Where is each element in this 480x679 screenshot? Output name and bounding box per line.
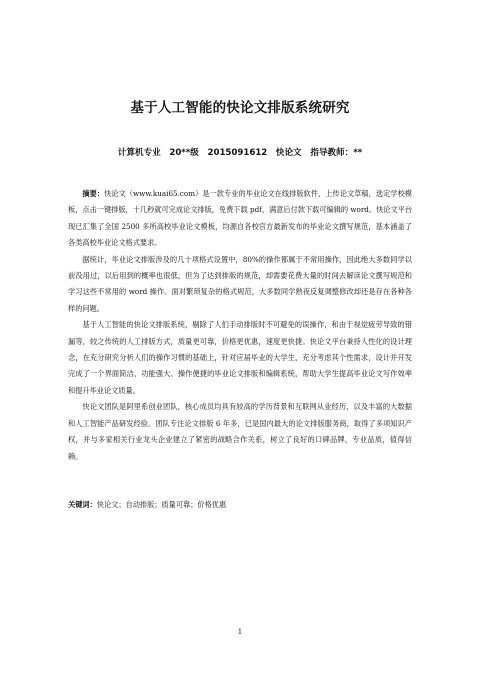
abstract-paragraph	[68, 186, 412, 252]
author-info-line: 计算机专业 20**级 2015091612 快论文 指导教师：**	[117, 148, 363, 158]
paper-body	[68, 186, 412, 465]
page-number: 1	[237, 628, 243, 636]
keywords-text: 快论文；自动排版；质量可靠；价格优惠	[96, 500, 227, 509]
paper-title: 基于人工智能的快论文排版系统研究	[130, 100, 350, 116]
body-paragraph-system: 基于人工智能的快论文排版系统，剔除了人们手动排版时不可避免的误操作，和由于视觉疲劳导致的错漏等，较之传统的人工排版方式，质量更可靠，价格更优惠，速度更快捷。快论文平台秉持人性化的设计理念，在充分研究分析人们的操作习惯的基础上，针对应届毕业的大学生，充分考虑其个性需求，设计并开发完成了一个界面简洁、功能强大、操作便捷的毕业论文排版和编辑系统，帮助大学生提高毕业论文写作效率和提升毕业论文质量。	[68, 320, 412, 395]
body-paragraph-statistics: 据统计，毕业论文排版涉及的几十项格式设置中，80%的操作都属于不常用操作，因此绝大多数同学以前没用过，以后用到的概率也很低，但为了达到排版的规范，却需要花费大量的时间去解读论文撰写规范和学习这些不常用的 word 操作。面对繁琐复杂的格式规范，大多数同学熟夜反复调整修改却还是存在各种各样的问题。	[68, 254, 412, 313]
keywords-label: 关键词：	[68, 500, 97, 509]
keywords-line	[68, 497, 412, 513]
abstract-text: 快论文（www.kuai65.com）是一款专业的毕业论文在线排版软件，上传论文草稿，选定学校模板，点击一键排版，十几秒就可完成论文排版，免费下载 pdf，满意后付款下载可编辑的 word。快论文平台现已汇集了全国 2500 多所高校毕业论文模板，均源自各校官方最新发布的毕业论文撰写规范，基本涵盖了各类高校毕业论文格式要求。	[68, 189, 413, 248]
body-paragraph-team: 快论文团队是阿里系创业团队，核心成员均具有较高的学历背景和互联网从业经历，以及丰富的大数据和人工智能产品研发经验。团队专注论文排版 6 年多，已是国内最大的论文排版服务商，取得了多项知识产权，并与多家相关行业龙头企业建立了紧密的战略合作关系，树立了良好的口碑品牌，专业品质，值得信赖。	[68, 402, 412, 461]
abstract-label: 摘要：	[82, 189, 105, 198]
